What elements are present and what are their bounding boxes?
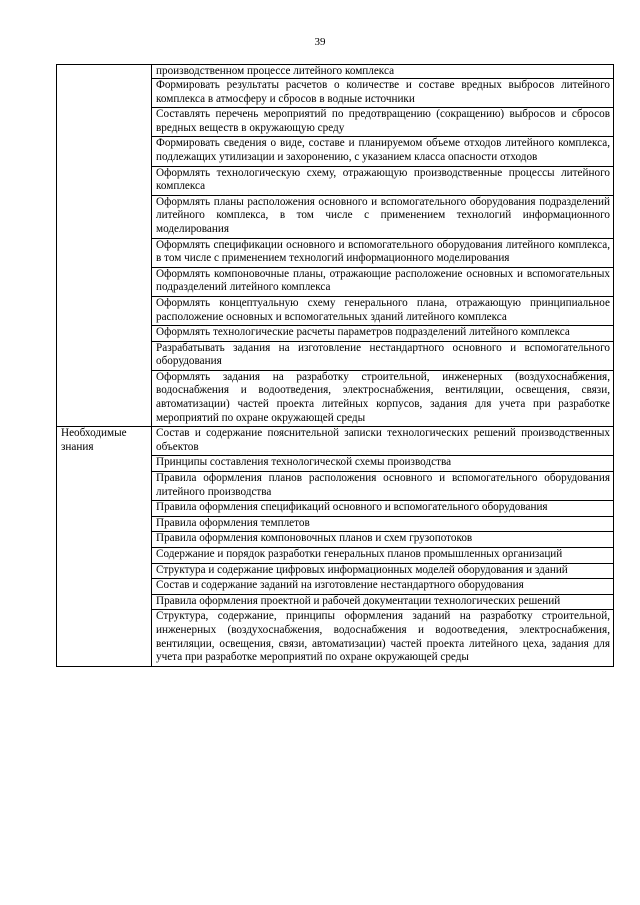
table-cell: Принципы составления технологической схемы производства <box>152 456 614 472</box>
table-cell: Оформлять технологическую схему, отражающую производственные процессы литейного комплекса <box>152 166 614 195</box>
table-cell: Формировать результаты расчетов о количестве и составе вредных выбросов литейного комплекса в атмосферу и сбросов в водные источники <box>152 79 614 108</box>
table-cell: Оформлять задания на разработку строительной, инженерных (воздухоснабжения, водоснабжения и водоотведения, электроснабжения, вентиляции, освещения, связи, автоматизации) частей проекта литейных корпусов, задания для учета при разработке мероприятий по охране окружающей среды <box>152 370 614 426</box>
knowledge-label: Необходимые знания <box>57 427 152 667</box>
table-cell: Правила оформления спецификаций основного и вспомогательного оборудования <box>152 501 614 517</box>
table-cell: Оформлять технологические расчеты параметров подразделений литейного комплекса <box>152 326 614 342</box>
table-cell: Состав и содержание пояснительной записки технологических решений производственных объектов <box>152 427 614 456</box>
table-cell: производственном процессе литейного комплекса <box>152 65 614 79</box>
table-cell: Правила оформления темплетов <box>152 516 614 532</box>
table-cell: Оформлять концептуальную схему генерального плана, отражающую принципиальное расположение основных и вспомогательных зданий литейного комплекса <box>152 296 614 325</box>
competency-table <box>56 64 614 667</box>
table-cell: Разрабатывать задания на изготовление нестандартного основного и вспомогательного оборудования <box>152 341 614 370</box>
table-cell: Оформлять спецификации основного и вспомогательного оборудования литейного комплекса, в том числе с применением технологий информационного моделирования <box>152 238 614 267</box>
skills-label-cell <box>57 65 152 427</box>
table-cell: Структура и содержание цифровых информационных моделей оборудования и зданий <box>152 563 614 579</box>
table-cell: Правила оформления планов расположения основного и вспомогательного оборудования литейного производства <box>152 472 614 501</box>
table-cell: Содержание и порядок разработки генеральных планов промышленных организаций <box>152 548 614 564</box>
table-row <box>57 427 614 456</box>
table-cell: Правила оформления компоновочных планов и схем грузопотоков <box>152 532 614 548</box>
table-cell: Оформлять компоновочные планы, отражающие расположение основных и вспомогательных подразделений литейного комплекса <box>152 267 614 296</box>
table-cell: Составлять перечень мероприятий по предотвращению (сокращению) выбросов и сбросов вредных веществ в окружающую среду <box>152 108 614 137</box>
table-row <box>57 65 614 79</box>
table-cell: Правила оформления проектной и рабочей документации технологических решений <box>152 594 614 610</box>
table-cell: Формировать сведения о виде, составе и планируемом объеме отходов литейного комплекса, подлежащих утилизации и захоронению, с указанием класса опасности отходов <box>152 137 614 166</box>
table-cell: Оформлять планы расположения основного и вспомогательного оборудования подразделений литейного комплекса, в том числе с применением технологий информационного моделирования <box>152 195 614 238</box>
table-cell: Состав и содержание заданий на изготовление нестандартного оборудования <box>152 579 614 595</box>
table-cell: Структура, содержание, принципы оформления заданий на разработку строительной, инженерных (воздухоснабжения, водоснабжения и водоотведения, электроснабжения, вентиляции, освещения, связи, автоматизации) частей проекта литейного цеха, задания для учета при разработке мероприятий по охране окружающей среды <box>152 610 614 666</box>
page-number: 39 <box>314 36 326 48</box>
